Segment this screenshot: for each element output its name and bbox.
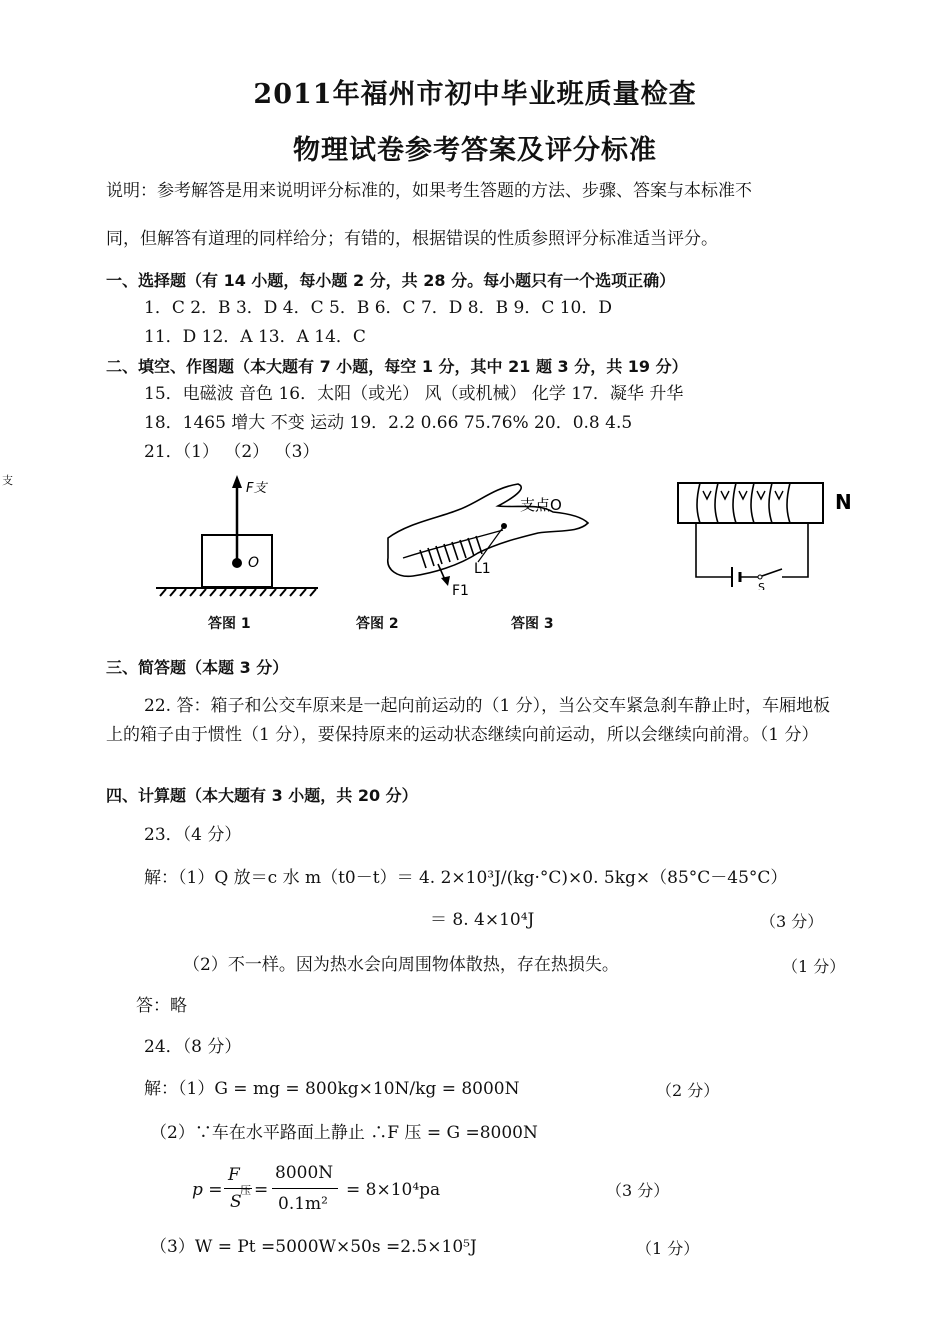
arrow-head-icon: [441, 576, 450, 586]
circuit-wire-left: [696, 523, 732, 577]
q23-line-2: ＝ 8. 4×10⁴J: [430, 910, 535, 930]
formula-numerator-2: 8000N: [275, 1163, 334, 1183]
q23-line-3: （2）不一样。因为热水会向周围物体散热，存在热损失。: [183, 955, 619, 975]
q24-line-4: （3）W = Pt =5000W×50s =2.5×10⁵J: [150, 1237, 477, 1257]
section-1-answers-line-2: 11．D 12．A 13．A 14．C: [144, 327, 366, 347]
switch-contact: [758, 575, 762, 579]
switch-lever: [762, 569, 782, 576]
formula-rhs: = 8×10⁴pa: [346, 1180, 441, 1200]
figure-3-caption: 答图 3: [511, 616, 554, 632]
f1-label: F1: [452, 583, 469, 599]
q23-line-3-score: （1 分）: [782, 957, 846, 976]
q23-line-2-score: （3 分）: [760, 912, 824, 931]
section-1-heading: 一、选择题（有 14 小题，每小题 2 分，共 28 分。每小题只有一个选项正确）: [106, 271, 676, 290]
section-4-heading: 四、计算题（本大题有 3 小题，共 20 分）: [106, 786, 418, 805]
intro-line-2: 同，但解答有道理的同样给分；有错的，根据错误的性质参照评分标准适当评分。: [106, 229, 718, 249]
q24-line-4-score: （1 分）: [636, 1239, 700, 1258]
q24-line-2: （2）∵车在水平路面上静止 ∴F 压 = G =8000N: [150, 1123, 538, 1143]
formula-numerator-1: F: [228, 1165, 240, 1185]
switch-label: S: [758, 581, 765, 590]
center-point: [232, 558, 242, 568]
section-2-answers-line-1: 15．电磁波 音色 16．太阳（或光） 风（或机械） 化学 17．凝华 升华: [144, 384, 684, 404]
point-label: O: [248, 555, 260, 571]
section-3-heading: 三、简答题（本题 3 分）: [106, 658, 289, 677]
formula-denominator-2: 0.1m²: [278, 1194, 328, 1214]
section-2-answers-line-3: 21．（1） （2） （3）: [144, 442, 320, 462]
page-title: 2011年福州市初中毕业班质量检查: [253, 79, 697, 110]
q23-answer: 答：略: [136, 996, 187, 1016]
fraction-bar-2: [272, 1188, 338, 1189]
wrapped-hand-lines: [420, 536, 482, 568]
q24-line-1-score: （2 分）: [656, 1081, 720, 1100]
q24-number: 24．（8 分）: [144, 1037, 242, 1057]
section-2-answers-line-2: 18．1465 增大 不变 运动 19．2.2 0.66 75.76% 20．0.8 4.5: [144, 413, 633, 433]
circuit-wire-right: [782, 523, 808, 577]
arrow-head-icon: [232, 475, 242, 488]
fulcrum-label: 支点O: [520, 496, 562, 514]
q24-line-1: 解：（1）G = mg = 800kg×10N/kg = 8000N: [144, 1079, 520, 1099]
q23-line-1: 解：（1）Q 放＝c 水 m（t0－t）＝ 4. 2×10³J/(kg·°C)×0. 5kg×（85°C－45°C）: [144, 868, 788, 888]
q24-line-3-score: （3 分）: [606, 1181, 670, 1200]
figure-1-caption: 答图 1: [208, 616, 251, 632]
page-subtitle: 物理试卷参考答案及评分标准: [293, 135, 657, 166]
north-pole-label: N: [835, 490, 852, 514]
q23-number: 23．（4 分）: [144, 825, 242, 845]
intro-line-1: 说明：参考解答是用来说明评分标准的，如果考生答题的方法、步骤、答案与本标准不: [106, 181, 752, 201]
formula-lhs: p =: [192, 1180, 223, 1200]
section-3-answer: 22. 答：箱子和公交车原来是一起向前运动的（1 分），当公交车紧急刹车静止时，车厢地板上的箱子由于惯性（1 分），要保持原来的运动状态继续向前运动，所以会继续向前滑。（1 分）: [106, 696, 831, 745]
section-1-answers-line-1: 1．C 2．B 3．D 4．C 5．B 6．C 7．D 8．B 9．C 10．D: [144, 298, 613, 318]
margin-mark: 支: [2, 474, 13, 487]
formula-denominator-1: S: [230, 1192, 242, 1212]
section-2-heading: 二、填空、作图题（本大题有 7 小题，每空 1 分，其中 21 题 3 分，共 19 分）: [106, 357, 688, 376]
figure-2-caption: 答图 2: [356, 616, 399, 632]
figure-1-force-diagram: [150, 470, 330, 605]
formula-equals: =: [254, 1180, 269, 1200]
ground-hatching: [160, 589, 316, 596]
coil-windings: [697, 483, 790, 523]
figure-3-circuit-diagram: [670, 475, 860, 590]
formula-subscript: 压: [240, 1184, 251, 1197]
force-label: F支: [246, 481, 267, 496]
l1-label: L1: [474, 561, 491, 577]
figure-2-lever-diagram: [378, 478, 593, 603]
